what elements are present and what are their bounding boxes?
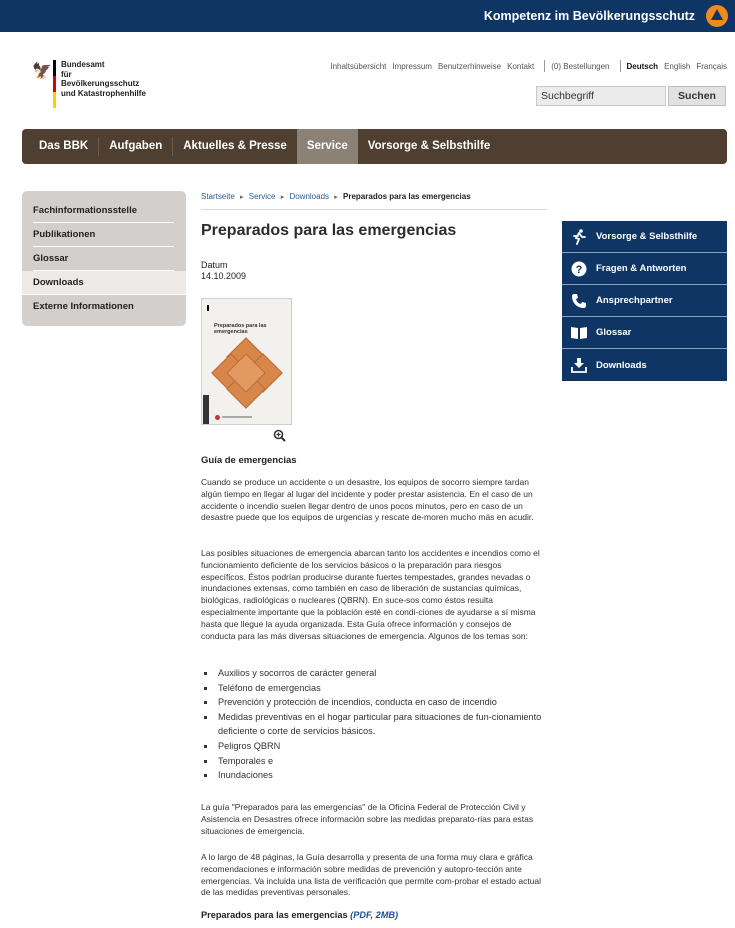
- pdf-link-meta[interactable]: (PDF, 2MB): [350, 910, 399, 920]
- list-item: Inundaciones: [201, 768, 543, 783]
- main-navigation: [22, 129, 727, 164]
- breadcrumb: [201, 192, 547, 210]
- right-quicklinks: [562, 221, 727, 381]
- meta-link-impressum[interactable]: Impressum: [392, 61, 432, 71]
- nav-das-bbk[interactable]: Das BBK: [39, 140, 89, 152]
- orders-link[interactable]: (0) Bestellungen: [551, 61, 610, 71]
- divider: [544, 60, 545, 72]
- quicklink-fragen-antworten[interactable]: ? Fragen & Antworten: [562, 253, 727, 285]
- sidenav-item-externe-informationen[interactable]: Externe Informationen: [33, 301, 134, 312]
- civil-protection-logo-icon[interactable]: [706, 5, 728, 27]
- phone-icon: [562, 292, 596, 309]
- main-content: [201, 222, 543, 920]
- meta-link-kontakt[interactable]: Kontakt: [507, 61, 535, 71]
- cover-title: Preparados para las emergencias: [214, 323, 267, 335]
- nav-aktuelles-presse[interactable]: Aktuelles & Presse: [183, 140, 287, 152]
- lang-francais[interactable]: Français: [696, 61, 727, 71]
- lang-deutsch[interactable]: Deutsch: [626, 61, 659, 71]
- question-icon: [562, 260, 596, 277]
- federal-eagle-icon: 🦅: [32, 63, 52, 80]
- search-input[interactable]: [536, 86, 666, 106]
- paragraph-intro: Cuando se produce un accidente o un desastre, los equipos de socorro siempre tardan algún tiempo en llegar al lugar del incidente y poder prestar asistencia. En el caso de un accidente o incendio suelen llegar dentro de unos pocos minutos, pero en caso de un desastre puede que los equipos de urgencias y rescate de-moren mucho más en acudir.: [201, 477, 534, 523]
- paragraph-guide: La guía "Preparados para las emergencias" de la Oficina Federal de Protección Civil y Asistencia en Desastres ofrece información sobre las medidas preparato-rias para estas situaciones de emergencia.: [201, 802, 534, 836]
- list-item: Medidas preventivas en el hogar particular para situaciones de fun-cionamiento deficiente o corte de servicios básicos.: [201, 710, 543, 739]
- paragraph-pages: A lo largo de 48 páginas, la Guía desarrolla y presenta de una forma muy clara e gráfica recomendaciones e información sobre medidas de prevención y autopro-tección ante emergencias. Va incluida una lista de verificación que permite com-probar el estado actual de las medidas preventivas personales.: [201, 852, 542, 898]
- side-navigation: [22, 191, 186, 326]
- download-icon: [562, 357, 596, 374]
- pdf-link-label[interactable]: Preparados para las emergencias: [201, 910, 348, 920]
- book-icon: [562, 325, 596, 341]
- meta-link-benutzerhinweise[interactable]: Benutzerhinweise: [437, 61, 502, 71]
- top-banner: [0, 0, 735, 32]
- list-item: Prevención y protección de incendios, conducta en caso de incendio: [201, 695, 543, 710]
- lang-english[interactable]: English: [664, 61, 691, 71]
- sidenav-item-publikationen[interactable]: Publikationen: [33, 223, 174, 247]
- sidenav-item-fachinformationsstelle[interactable]: Fachinformationsstelle: [33, 199, 174, 223]
- page-title: Preparados para las emergencias: [201, 222, 457, 239]
- nav-vorsorge-selbsthilfe[interactable]: Vorsorge & Selbsthilfe: [367, 140, 491, 152]
- breadcrumb-downloads[interactable]: Downloads: [289, 192, 330, 201]
- section-title: Guía de emergencias: [201, 455, 297, 466]
- list-item: Peligros QBRN: [201, 739, 543, 754]
- nav-service[interactable]: Service: [297, 129, 358, 164]
- paragraph-situations: Las posibles situaciones de emergencia abarcan tanto los accidentes e incendios como el funcionamiento deficiente de los servicios básicos o la preparación para riesgos específicos. Éstos podrían producirse durante fuertes tempestades, grandes nevadas o inundaciones extensas, como también en caso de liberación de sustancias químicas, biológicas, radiológicas o nucleares (QBRN). En suce-sos como éstos resulta especialmente importante que la población esté en condi-ciones de ayudarse a sí misma hasta que llegue la ayuda organizada. Esta Guía ofrece información y consejos de conducta para las más diversas situaciones de emergencia. Algunos de los temas son:: [201, 548, 540, 641]
- list-item: Temporales e: [201, 754, 543, 769]
- bbk-logo[interactable]: [32, 60, 146, 110]
- running-person-icon: [562, 228, 596, 245]
- date-value: 14.10.2009: [201, 271, 247, 281]
- date-label: Datum: [201, 260, 228, 270]
- meta-navigation: [324, 60, 727, 72]
- list-item: Auxilios y socorros de carácter general: [201, 666, 543, 681]
- pdf-download-link[interactable]: [201, 910, 398, 920]
- topics-list: [201, 666, 543, 783]
- quicklink-ansprechpartner[interactable]: Ansprechpartner: [562, 285, 727, 317]
- zoom-icon[interactable]: [273, 429, 286, 445]
- tagline: Kompetenz im Bevölkerungsschutz: [483, 9, 695, 23]
- nav-aufgaben[interactable]: Aufgaben: [109, 140, 163, 152]
- sidenav-item-downloads[interactable]: Downloads: [22, 271, 186, 295]
- list-item: Teléfono de emergencias: [201, 681, 543, 696]
- breadcrumb-startseite[interactable]: Startseite: [201, 192, 235, 201]
- chevron-right-icon: ▸: [240, 194, 244, 201]
- chevron-right-icon: ▸: [334, 194, 338, 201]
- german-flag-icon: [53, 60, 56, 108]
- brochure-cover-image[interactable]: [201, 298, 292, 425]
- svg-text:?: ?: [575, 263, 583, 276]
- logo-text: Bundesamt für Bevölkerungsschutz und Katastrophenhilfe: [61, 60, 146, 98]
- breadcrumb-service[interactable]: Service: [248, 192, 276, 201]
- quicklink-downloads[interactable]: Downloads: [562, 349, 727, 381]
- chevron-right-icon: ▸: [280, 194, 285, 201]
- breadcrumb-current: Preparados para las emergencias: [343, 192, 471, 201]
- divider: [620, 60, 621, 72]
- sidenav-item-glossar[interactable]: Glossar: [33, 247, 174, 271]
- quicklink-glossar[interactable]: Glossar: [562, 317, 727, 349]
- meta-link-inhalt[interactable]: Inhaltsübersicht: [330, 61, 387, 71]
- search-button[interactable]: Suchen: [668, 86, 726, 106]
- quicklink-vorsorge[interactable]: Vorsorge & Selbsthilfe: [562, 221, 727, 253]
